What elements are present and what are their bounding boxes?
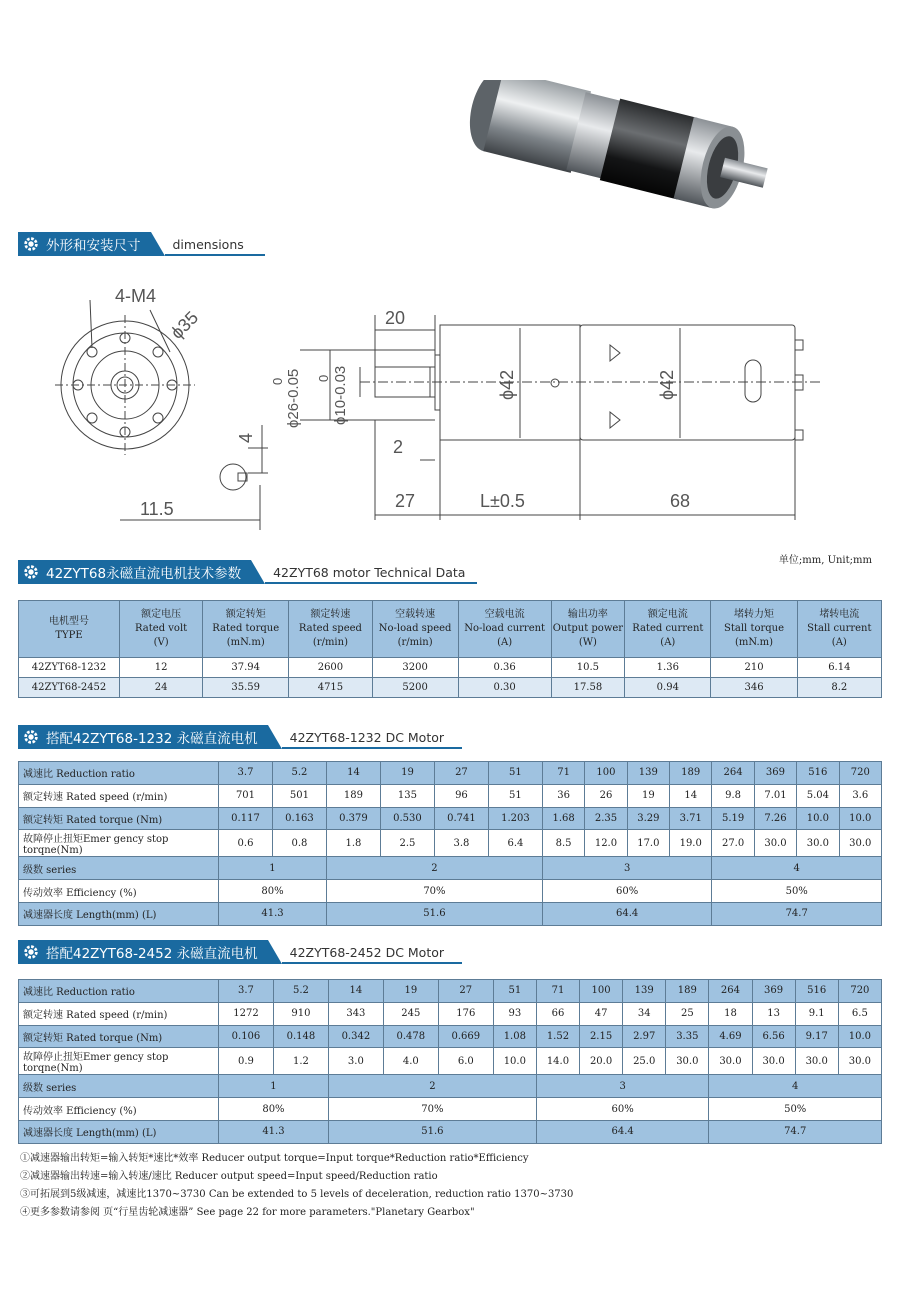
table-cell: 70% bbox=[326, 880, 542, 903]
row-label: 级数 series bbox=[19, 857, 219, 880]
table-cell: 6.0 bbox=[438, 1048, 493, 1075]
table-cell: 5200 bbox=[372, 678, 458, 698]
table-cell: 5.2 bbox=[273, 980, 328, 1003]
tech-header-cell: 堵转电流 Stall current (A) bbox=[797, 601, 881, 658]
table-cell: 0.36 bbox=[458, 658, 551, 678]
table-cell: 100 bbox=[580, 980, 623, 1003]
table-cell: 501 bbox=[272, 784, 326, 807]
table-cell: 14 bbox=[328, 980, 383, 1003]
dim-d26: ϕ26-0.05 bbox=[285, 368, 302, 428]
table-cell: 30.0 bbox=[709, 1048, 752, 1075]
section-title-en: 42ZYT68-1232 DC Motor bbox=[289, 730, 445, 745]
table-cell: 5.19 bbox=[712, 807, 754, 830]
row-label: 额定转速 Rated speed (r/min) bbox=[19, 784, 219, 807]
table-cell: 0.6 bbox=[219, 830, 273, 857]
table-cell: 1272 bbox=[219, 1002, 274, 1025]
table-cell: 8.5 bbox=[542, 830, 584, 857]
table-cell: 720 bbox=[838, 980, 881, 1003]
table-cell: 6.56 bbox=[752, 1025, 795, 1048]
table-row bbox=[19, 658, 882, 678]
notes bbox=[20, 1150, 573, 1222]
table-cell: 516 bbox=[795, 980, 838, 1003]
table-cell: 3.29 bbox=[627, 807, 669, 830]
table-cell: 1.2 bbox=[273, 1048, 328, 1075]
dim-d42-gear: ϕ42 bbox=[497, 369, 517, 400]
tech-header-cell: 堵转力矩 Stall torque (mN.m) bbox=[711, 601, 797, 658]
table-cell: 3.0 bbox=[328, 1048, 383, 1075]
table-cell: 1 bbox=[219, 1075, 329, 1098]
table-cell: 189 bbox=[670, 762, 712, 785]
row-label: 传动效率 Efficiency (%) bbox=[19, 1098, 219, 1121]
table-cell: 19 bbox=[383, 980, 438, 1003]
table-cell: 66 bbox=[536, 1002, 579, 1025]
dim-pcd: ϕ35 bbox=[166, 307, 203, 343]
table-cell: 71 bbox=[536, 980, 579, 1003]
table-cell: 47 bbox=[580, 1002, 623, 1025]
tech-header-cell: 额定转速 Rated speed (r/min) bbox=[289, 601, 372, 658]
table-cell: 2.15 bbox=[580, 1025, 623, 1048]
dim-27: 27 bbox=[395, 491, 416, 511]
dim-thread: 4-M4 bbox=[115, 286, 157, 306]
table-cell: 36 bbox=[542, 784, 584, 807]
table-cell: 3 bbox=[542, 857, 712, 880]
table-row bbox=[19, 1048, 882, 1075]
table-cell: 189 bbox=[326, 784, 380, 807]
table-cell: 0.530 bbox=[380, 807, 434, 830]
table-cell: 2.97 bbox=[623, 1025, 666, 1048]
table-cell: 19.0 bbox=[670, 830, 712, 857]
table-cell: 51 bbox=[493, 980, 536, 1003]
table-cell: 5.04 bbox=[797, 784, 839, 807]
table-cell: 4.69 bbox=[709, 1025, 752, 1048]
table-cell: 3.35 bbox=[666, 1025, 709, 1048]
table-cell: 9.1 bbox=[795, 1002, 838, 1025]
section-title-en: 42ZYT68 motor Technical Data bbox=[273, 565, 466, 580]
table-cell: 12 bbox=[120, 658, 203, 678]
table-cell: 30.0 bbox=[752, 1048, 795, 1075]
row-label: 传动效率 Efficiency (%) bbox=[19, 880, 219, 903]
table-cell: 18 bbox=[709, 1002, 752, 1025]
table-cell: 100 bbox=[585, 762, 627, 785]
table-cell: 1.36 bbox=[625, 658, 711, 678]
tech-header-cell: 空载电流 No-load current (A) bbox=[458, 601, 551, 658]
table-cell: 64.4 bbox=[536, 1120, 709, 1143]
dim-l: L±0.5 bbox=[480, 491, 525, 511]
table-cell: 74.7 bbox=[709, 1120, 882, 1143]
table-row bbox=[19, 830, 882, 857]
table-cell: 27.0 bbox=[712, 830, 754, 857]
table-cell: 8.2 bbox=[797, 678, 881, 698]
table-cell: 369 bbox=[752, 980, 795, 1003]
table-cell: 30.0 bbox=[797, 830, 839, 857]
table-cell: 516 bbox=[797, 762, 839, 785]
table-row bbox=[19, 902, 882, 925]
table-cell: 30.0 bbox=[795, 1048, 838, 1075]
section-dimensions-header bbox=[18, 232, 265, 256]
table-cell: 4715 bbox=[289, 678, 372, 698]
tech-header-cell: 额定电流 Rated current (A) bbox=[625, 601, 711, 658]
section-tech-header bbox=[18, 560, 477, 584]
unit-note: 单位;mm, Unit;mm bbox=[778, 555, 872, 566]
table-cell: 71 bbox=[542, 762, 584, 785]
table-cell: 60% bbox=[536, 1098, 709, 1121]
table-cell: 0.94 bbox=[625, 678, 711, 698]
dim-flat: 2 bbox=[393, 437, 404, 457]
table-cell: 6.14 bbox=[797, 658, 881, 678]
table-cell: 4 bbox=[709, 1075, 882, 1098]
table-cell: 10.0 bbox=[797, 807, 839, 830]
table-cell: 10.0 bbox=[838, 1025, 881, 1048]
row-label: 减速器长度 Length(mm) (L) bbox=[19, 902, 219, 925]
dim-d26-top: 0 bbox=[270, 377, 285, 385]
table-cell: 51.6 bbox=[328, 1120, 536, 1143]
table-cell: 24 bbox=[120, 678, 203, 698]
table-cell: 0.148 bbox=[273, 1025, 328, 1048]
tech-header-cell: 空载转速 No-load speed (r/min) bbox=[372, 601, 458, 658]
table-cell: 1.52 bbox=[536, 1025, 579, 1048]
table-cell: 4 bbox=[712, 857, 882, 880]
table-cell: 27 bbox=[438, 980, 493, 1003]
gear-1232-table bbox=[18, 761, 882, 926]
table-cell: 3 bbox=[536, 1075, 709, 1098]
table-cell: 17.58 bbox=[551, 678, 625, 698]
table-cell: 80% bbox=[219, 880, 327, 903]
table-cell: 0.342 bbox=[328, 1025, 383, 1048]
table-cell: 37.94 bbox=[203, 658, 289, 678]
table-cell: 10.0 bbox=[493, 1048, 536, 1075]
dimension-drawing bbox=[40, 270, 820, 530]
table-cell: 42ZYT68-2452 bbox=[19, 678, 120, 698]
table-cell: 70% bbox=[328, 1098, 536, 1121]
table-cell: 14 bbox=[326, 762, 380, 785]
table-cell: 176 bbox=[438, 1002, 493, 1025]
table-cell: 51 bbox=[488, 784, 542, 807]
table-row bbox=[19, 1025, 882, 1048]
dim-68: 68 bbox=[670, 491, 691, 511]
tech-header-cell: 额定电压 Rated volt (V) bbox=[120, 601, 203, 658]
table-cell: 0.163 bbox=[272, 807, 326, 830]
table-cell: 30.0 bbox=[666, 1048, 709, 1075]
table-cell: 50% bbox=[709, 1098, 882, 1121]
section-title-en: 42ZYT68-2452 DC Motor bbox=[289, 945, 445, 960]
table-cell: 1.08 bbox=[493, 1025, 536, 1048]
table-cell: 3.7 bbox=[219, 762, 273, 785]
tech-header-cell: 电机型号 TYPE bbox=[19, 601, 120, 658]
dim-d42-motor: ϕ42 bbox=[657, 369, 677, 400]
section-title-en: dimensions bbox=[172, 237, 244, 252]
section-title-cn: 搭配42ZYT68-2452 永磁直流电机 bbox=[46, 946, 258, 962]
table-cell: 2.5 bbox=[380, 830, 434, 857]
table-cell: 27 bbox=[434, 762, 488, 785]
motor-photo bbox=[445, 80, 775, 245]
table-cell: 60% bbox=[542, 880, 712, 903]
table-cell: 0.30 bbox=[458, 678, 551, 698]
table-cell: 35.59 bbox=[203, 678, 289, 698]
table-row bbox=[19, 857, 882, 880]
row-label: 故障停止扭矩Emer gency stop torqne(Nm) bbox=[19, 1048, 219, 1075]
row-label: 减速比 Reduction ratio bbox=[19, 762, 219, 785]
table-cell: 42ZYT68-1232 bbox=[19, 658, 120, 678]
dim-key: 4 bbox=[236, 432, 256, 443]
table-cell: 9.17 bbox=[795, 1025, 838, 1048]
table-cell: 6.5 bbox=[838, 1002, 881, 1025]
table-cell: 2 bbox=[328, 1075, 536, 1098]
table-cell: 0.478 bbox=[383, 1025, 438, 1048]
gear-icon bbox=[22, 235, 40, 253]
gear-2452-table bbox=[18, 979, 882, 1144]
table-cell: 41.3 bbox=[219, 902, 327, 925]
table-cell: 0.117 bbox=[219, 807, 273, 830]
table-cell: 7.01 bbox=[754, 784, 796, 807]
table-cell: 19 bbox=[380, 762, 434, 785]
table-cell: 25.0 bbox=[623, 1048, 666, 1075]
table-cell: 26 bbox=[585, 784, 627, 807]
table-row bbox=[19, 1075, 882, 1098]
row-label: 额定转矩 Rated torque (Nm) bbox=[19, 1025, 219, 1048]
table-cell: 13 bbox=[752, 1002, 795, 1025]
table-cell: 96 bbox=[434, 784, 488, 807]
table-cell: 2 bbox=[326, 857, 542, 880]
table-cell: 12.0 bbox=[585, 830, 627, 857]
table-cell: 3.7 bbox=[219, 980, 274, 1003]
table-cell: 30.0 bbox=[754, 830, 796, 857]
table-cell: 30.0 bbox=[839, 830, 881, 857]
dim-11-5: 11.5 bbox=[140, 499, 174, 519]
table-cell: 2.35 bbox=[585, 807, 627, 830]
table-cell: 51 bbox=[488, 762, 542, 785]
row-label: 额定转矩 Rated torque (Nm) bbox=[19, 807, 219, 830]
note-line: ①减速器输出转矩=输入转矩*速比*效率 Reducer output torque=Input torque*Reduction ratio*Efficiency bbox=[20, 1153, 529, 1164]
tech-header-cell: 输出功率 Output power (W) bbox=[551, 601, 625, 658]
table-cell: 210 bbox=[711, 658, 797, 678]
table-row bbox=[19, 1002, 882, 1025]
section-2452-header bbox=[18, 940, 462, 964]
section-title-cn: 搭配42ZYT68-1232 永磁直流电机 bbox=[46, 731, 258, 747]
section-1232-header bbox=[18, 725, 462, 749]
table-cell: 4.0 bbox=[383, 1048, 438, 1075]
table-row bbox=[19, 1098, 882, 1121]
gear-icon bbox=[22, 943, 40, 961]
table-cell: 1.8 bbox=[326, 830, 380, 857]
table-cell: 139 bbox=[627, 762, 669, 785]
table-cell: 1.68 bbox=[542, 807, 584, 830]
table-cell: 0.741 bbox=[434, 807, 488, 830]
table-cell: 369 bbox=[754, 762, 796, 785]
table-cell: 1 bbox=[219, 857, 327, 880]
row-label: 故障停止扭矩Emer gency stop torqne(Nm) bbox=[19, 830, 219, 857]
note-line: ④更多参数请参阅 页“行星齿轮减速器” See page 22 for more parameters."Planetary Gearbox" bbox=[20, 1207, 475, 1218]
table-cell: 245 bbox=[383, 1002, 438, 1025]
table-row bbox=[19, 880, 882, 903]
table-row bbox=[19, 678, 882, 698]
row-label: 级数 series bbox=[19, 1075, 219, 1098]
table-cell: 701 bbox=[219, 784, 273, 807]
gear-icon bbox=[22, 563, 40, 581]
table-cell: 41.3 bbox=[219, 1120, 329, 1143]
table-cell: 9.8 bbox=[712, 784, 754, 807]
row-label: 减速器长度 Length(mm) (L) bbox=[19, 1120, 219, 1143]
dim-d10-top: 0 bbox=[316, 374, 331, 382]
table-cell: 19 bbox=[627, 784, 669, 807]
table-cell: 3200 bbox=[372, 658, 458, 678]
table-cell: 14.0 bbox=[536, 1048, 579, 1075]
table-cell: 5.2 bbox=[272, 762, 326, 785]
tech-data-table bbox=[18, 600, 882, 698]
section-title-cn: 外形和安装尺寸 bbox=[46, 238, 141, 254]
table-cell: 3.71 bbox=[670, 807, 712, 830]
note-line: ③可拓展到5级减速，减速比1370~3730 Can be extended to 5 levels of deceleration, reduction ratio 1370~3730 bbox=[20, 1189, 574, 1200]
table-cell: 0.669 bbox=[438, 1025, 493, 1048]
table-cell: 189 bbox=[666, 980, 709, 1003]
table-cell: 720 bbox=[839, 762, 881, 785]
table-cell: 20.0 bbox=[580, 1048, 623, 1075]
dim-d10: ϕ10-0.03 bbox=[332, 365, 349, 425]
table-cell: 0.9 bbox=[219, 1048, 274, 1075]
table-cell: 10.0 bbox=[839, 807, 881, 830]
table-cell: 34 bbox=[623, 1002, 666, 1025]
table-row bbox=[19, 1120, 882, 1143]
table-cell: 3.6 bbox=[839, 784, 881, 807]
table-cell: 0.379 bbox=[326, 807, 380, 830]
section-title-cn: 42ZYT68永磁直流电机技术参数 bbox=[46, 566, 242, 582]
table-cell: 264 bbox=[712, 762, 754, 785]
table-cell: 0.8 bbox=[272, 830, 326, 857]
table-cell: 10.5 bbox=[551, 658, 625, 678]
table-cell: 346 bbox=[711, 678, 797, 698]
table-cell: 1.203 bbox=[488, 807, 542, 830]
row-label: 减速比 Reduction ratio bbox=[19, 980, 219, 1003]
table-cell: 0.106 bbox=[219, 1025, 274, 1048]
table-cell: 135 bbox=[380, 784, 434, 807]
table-cell: 139 bbox=[623, 980, 666, 1003]
table-cell: 264 bbox=[709, 980, 752, 1003]
table-cell: 50% bbox=[712, 880, 882, 903]
table-cell: 80% bbox=[219, 1098, 329, 1121]
table-cell: 74.7 bbox=[712, 902, 882, 925]
table-cell: 93 bbox=[493, 1002, 536, 1025]
table-cell: 14 bbox=[670, 784, 712, 807]
table-row bbox=[19, 762, 882, 785]
table-cell: 30.0 bbox=[838, 1048, 881, 1075]
row-label: 额定转速 Rated speed (r/min) bbox=[19, 1002, 219, 1025]
dim-shaft-len: 20 bbox=[385, 308, 406, 328]
table-row bbox=[19, 980, 882, 1003]
table-row bbox=[19, 807, 882, 830]
gear-icon bbox=[22, 728, 40, 746]
table-cell: 343 bbox=[328, 1002, 383, 1025]
table-cell: 7.26 bbox=[754, 807, 796, 830]
table-cell: 17.0 bbox=[627, 830, 669, 857]
table-cell: 51.6 bbox=[326, 902, 542, 925]
table-cell: 25 bbox=[666, 1002, 709, 1025]
table-cell: 64.4 bbox=[542, 902, 712, 925]
table-cell: 6.4 bbox=[488, 830, 542, 857]
tech-header-cell: 额定转矩 Rated torque (mN.m) bbox=[203, 601, 289, 658]
note-line: ②减速器输出转速=输入转速/速比 Reducer output speed=Input speed/Reduction ratio bbox=[20, 1171, 438, 1182]
table-cell: 910 bbox=[273, 1002, 328, 1025]
table-cell: 3.8 bbox=[434, 830, 488, 857]
table-row bbox=[19, 784, 882, 807]
table-cell: 2600 bbox=[289, 658, 372, 678]
